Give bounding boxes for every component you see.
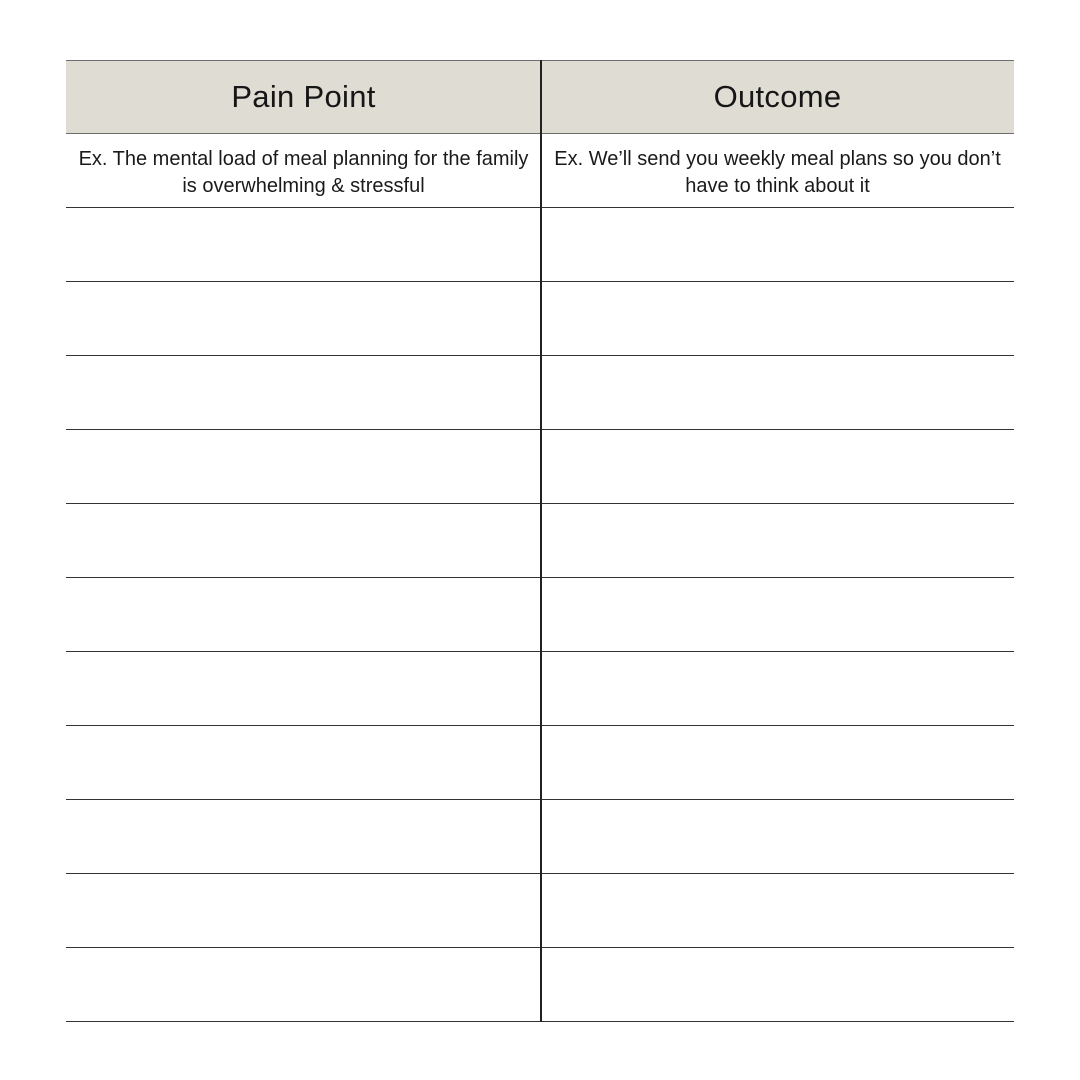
pain-point-cell[interactable] — [66, 948, 541, 1021]
pain-point-cell[interactable] — [66, 356, 541, 429]
pain-point-cell[interactable] — [66, 578, 541, 651]
outcome-header: Outcome — [713, 79, 842, 114]
pain-point-cell[interactable] — [66, 208, 541, 281]
outcome-cell[interactable] — [541, 726, 1014, 799]
outcome-cell[interactable] — [541, 948, 1014, 1021]
outcome-cell[interactable] — [541, 282, 1014, 355]
outcome-cell[interactable] — [541, 356, 1014, 429]
pain-point-outcome-table — [66, 60, 1014, 1022]
pain-point-cell[interactable] — [66, 430, 541, 503]
pain-point-cell[interactable] — [66, 800, 541, 873]
pain-point-cell[interactable] — [66, 652, 541, 725]
outcome-cell[interactable] — [541, 430, 1014, 503]
outcome-cell[interactable] — [541, 800, 1014, 873]
outcome-cell[interactable] — [541, 652, 1014, 725]
outcome-cell[interactable] — [541, 874, 1014, 947]
pain-point-cell[interactable] — [66, 874, 541, 947]
example-pain-point-cell: Ex. The mental load of meal planning for the family is overwhelming & stressful — [78, 148, 529, 197]
outcome-cell[interactable] — [541, 504, 1014, 577]
example-outcome-cell: Ex. We’ll send you weekly meal plans so you don’t have to think about it — [554, 148, 1001, 197]
pain-point-cell[interactable] — [66, 504, 541, 577]
column-divider — [540, 60, 542, 1022]
pain-point-header: Pain Point — [231, 79, 376, 114]
outcome-cell[interactable] — [541, 208, 1014, 281]
pain-point-cell[interactable] — [66, 726, 541, 799]
pain-point-cell[interactable] — [66, 282, 541, 355]
outcome-cell[interactable] — [541, 578, 1014, 651]
